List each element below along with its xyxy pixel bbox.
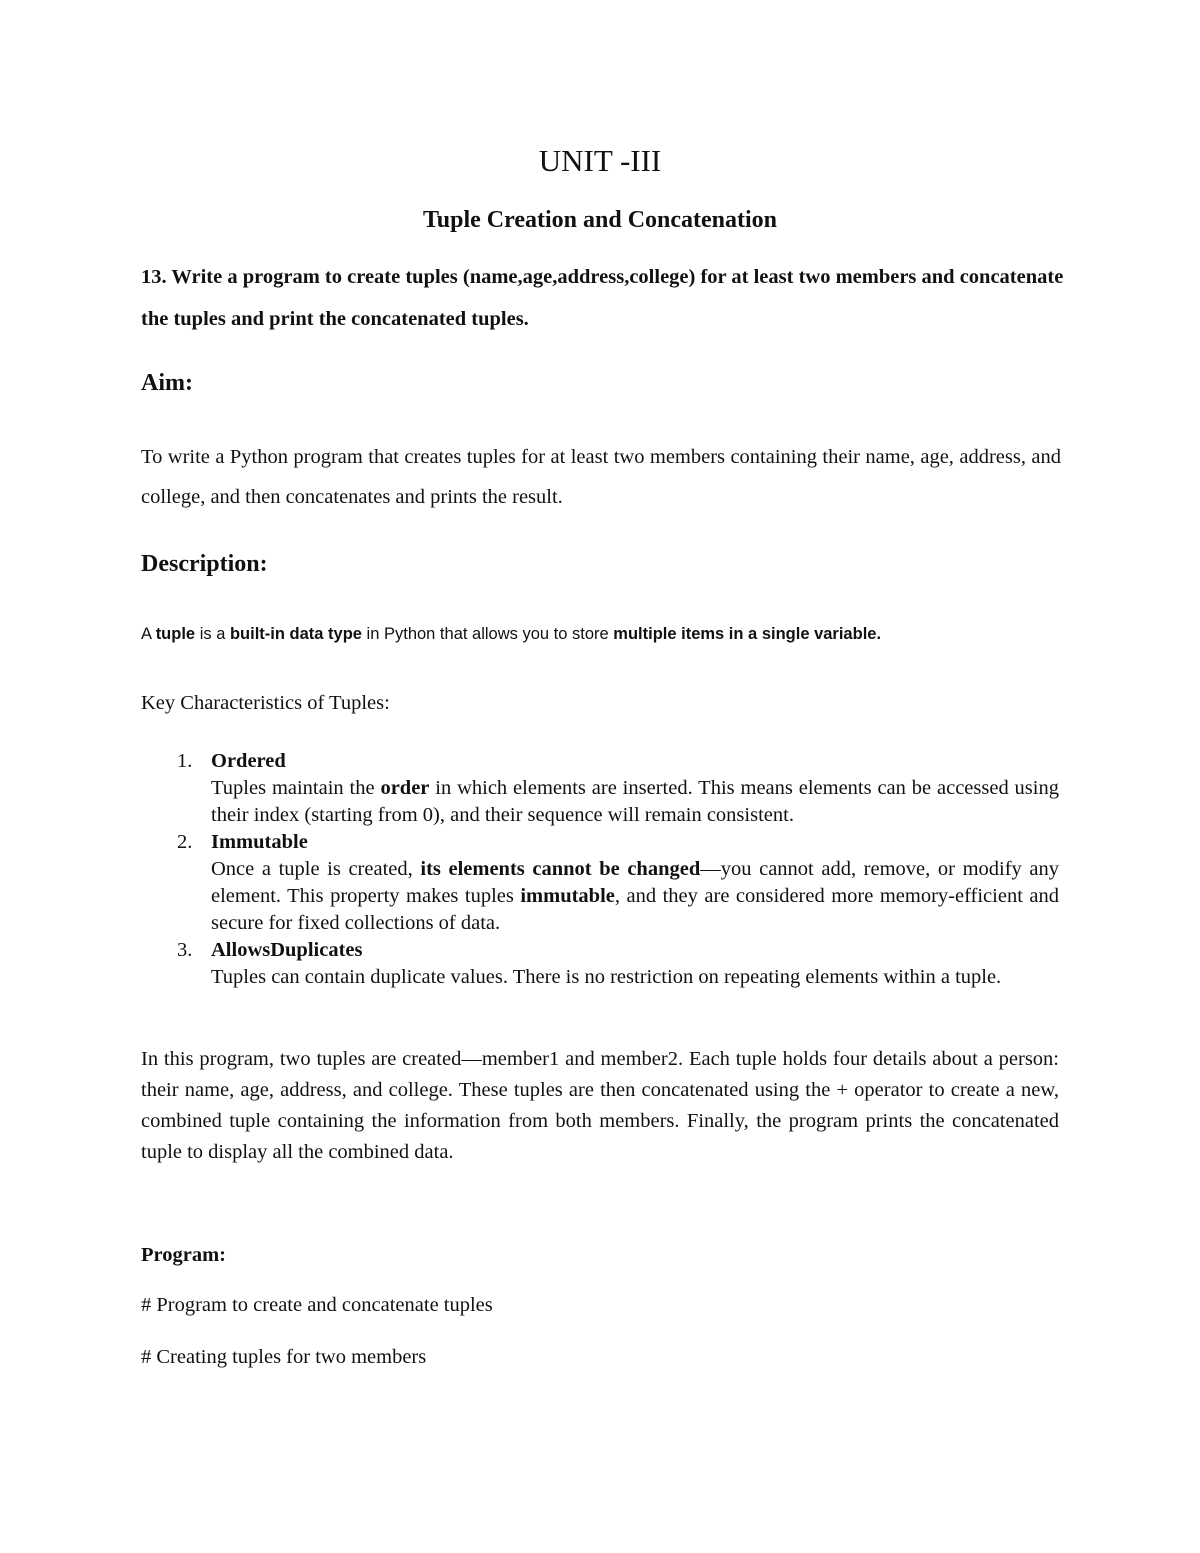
- desc-text: Once a tuple is created,: [211, 858, 421, 880]
- desc-text: —you cannot add, remove, or modify any element. This property makes tuples: [211, 858, 1060, 907]
- code-comment-line: # Creating tuples for two members: [141, 1346, 427, 1368]
- list-item: [141, 829, 1059, 937]
- desc-text: Tuples can contain duplicate values. There is no restriction on repeating elements within a tuple.: [211, 966, 1002, 988]
- characteristic-title: Immutable: [211, 831, 308, 853]
- desc-bold-term: order: [380, 777, 430, 799]
- desc-text: , and they are considered more memory-efficient and secure for fixed collections of data.: [211, 885, 1059, 934]
- description-heading: Description:: [141, 551, 268, 577]
- aim-heading: Aim:: [141, 370, 193, 396]
- characteristic-description: [211, 964, 1059, 991]
- characteristic-description: [211, 775, 1059, 829]
- question-text: 13. Write a program to create tuples (name,age,address,college) for at least two members and concatenate the tuples and print the concatenated tuples.: [141, 266, 1064, 330]
- definition-bold-term: tuple: [155, 625, 196, 643]
- aim-text: To write a Python program that creates tuples for at least two members containing their name, age, address, and college, and then concatenates and prints the result.: [141, 446, 1061, 508]
- desc-text: Tuples maintain the: [211, 777, 381, 799]
- definition-text: A: [141, 625, 156, 643]
- characteristic-title: AllowsDuplicates: [211, 939, 363, 961]
- characteristic-description: [211, 856, 1059, 937]
- definition-text: is a: [195, 625, 230, 643]
- list-number: 2.: [177, 831, 193, 853]
- desc-bold-term: its elements cannot be changed: [420, 858, 701, 880]
- definition-text: in Python that allows you to store: [361, 625, 614, 643]
- key-characteristics-title: Key Characteristics of Tuples:: [141, 692, 390, 714]
- tuple-definition: [141, 621, 1081, 647]
- page-subtitle: Tuple Creation and Concatenation: [422, 207, 778, 233]
- list-item: [141, 748, 1059, 829]
- list-item: [141, 937, 1059, 991]
- list-number: 1.: [177, 750, 193, 772]
- definition-bold-term: built-in data type: [229, 625, 362, 643]
- desc-bold-term: immutable: [520, 885, 615, 907]
- program-heading: Program:: [141, 1244, 227, 1266]
- characteristic-title: Ordered: [211, 750, 286, 772]
- code-comment-line: # Program to create and concatenate tuples: [141, 1294, 493, 1316]
- characteristics-list: [141, 748, 1059, 991]
- definition-bold-term: multiple items in a single variable.: [613, 625, 882, 643]
- program-summary: In this program, two tuples are created—member1 and member2. Each tuple holds four details about a person: their name, age, address, and college. These tuples are then concatenated using the + operator to create a new, combined tuple containing the information from both members. Finally, the program prints the concatenated tuple to display all the combined data.: [141, 1048, 1059, 1163]
- desc-text: in which elements are inserted. This means elements can be accessed using their index (starting from 0), and their sequence will remain consistent.: [211, 777, 1059, 826]
- list-number: 3.: [177, 939, 193, 961]
- unit-title: UNIT -III: [538, 143, 662, 178]
